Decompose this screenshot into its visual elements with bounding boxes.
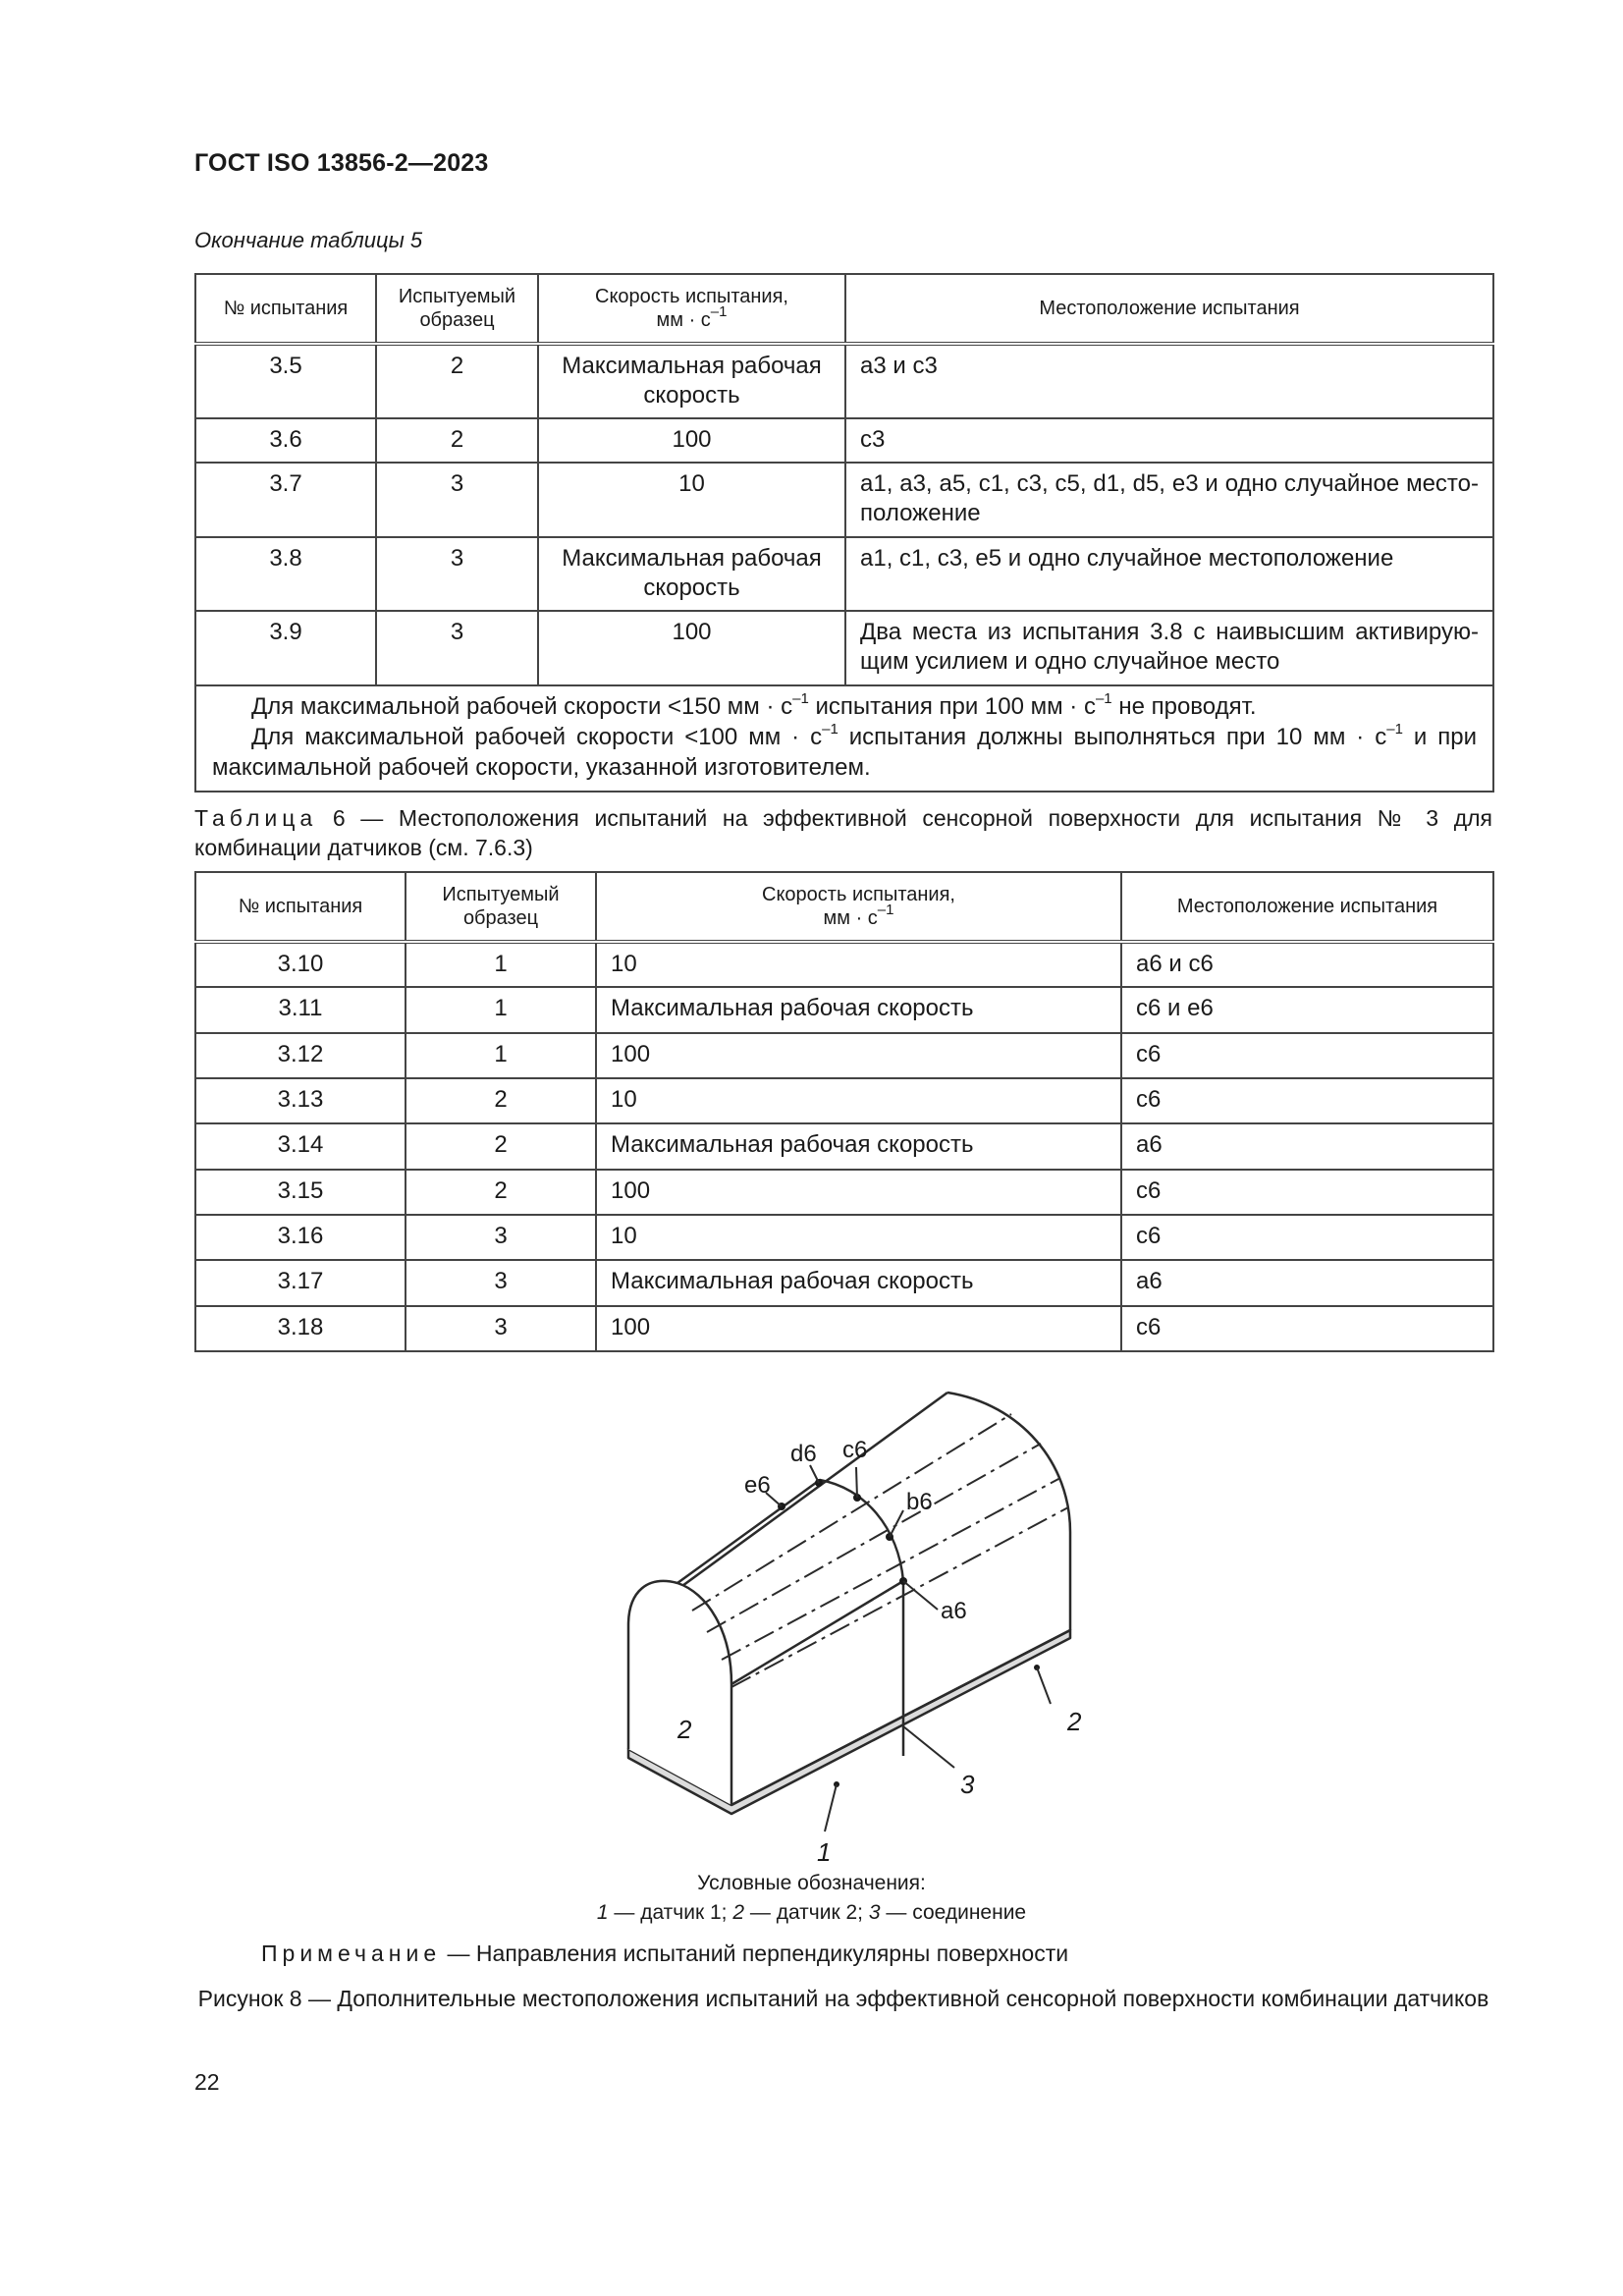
- header-test-number: № испытания: [195, 872, 406, 942]
- header-sample: Испытуемый образец: [376, 274, 538, 344]
- cell-speed: Максимальная рабочая скорость: [596, 1260, 1121, 1306]
- table-header-row: [195, 872, 1493, 942]
- cell-test-number: 3.10: [195, 942, 406, 987]
- label-b6: b6: [906, 1489, 933, 1515]
- cell-location: c6: [1121, 1033, 1493, 1078]
- cell-speed: 100: [538, 418, 845, 463]
- cell-location: c6 и e6: [1121, 987, 1493, 1033]
- cell-sample: 2: [376, 418, 538, 463]
- document-code: ГОСТ ISO 13856-2—2023: [194, 149, 489, 177]
- table-6: [194, 871, 1494, 1352]
- front-top-edge: [731, 1581, 903, 1684]
- sensor-combination-figure: [609, 1380, 1100, 1867]
- table-row: [195, 987, 1493, 1033]
- cell-location: c6: [1121, 1078, 1493, 1123]
- cell-sample: 3: [406, 1306, 596, 1351]
- cell-location: a6 и c6: [1121, 942, 1493, 987]
- front-arch-edge: [677, 1480, 903, 1583]
- cell-speed: 10: [596, 1078, 1121, 1123]
- cell-sample: 3: [376, 611, 538, 685]
- cell-test-number: 3.5: [195, 344, 376, 418]
- cell-speed: 10: [596, 1215, 1121, 1260]
- table-continuation-label: Окончание таблицы 5: [194, 228, 423, 252]
- front-end-face: [628, 1581, 731, 1805]
- cell-sample: 1: [406, 987, 596, 1033]
- cell-speed: 100: [596, 1033, 1121, 1078]
- cell-sample: 1: [406, 942, 596, 987]
- leader-c6: [856, 1467, 857, 1498]
- cell-location: a6: [1121, 1260, 1493, 1306]
- cell-location: c6: [1121, 1215, 1493, 1260]
- cell-location: a6: [1121, 1123, 1493, 1170]
- cell-test-number: 3.12: [195, 1033, 406, 1078]
- label-e6: e6: [744, 1472, 771, 1499]
- cell-test-number: 3.17: [195, 1260, 406, 1306]
- cell-test-number: 3.8: [195, 537, 376, 611]
- cell-sample: 2: [406, 1170, 596, 1215]
- cell-sample: 3: [376, 537, 538, 611]
- cell-test-number: 3.13: [195, 1078, 406, 1123]
- table-header-row: [195, 274, 1493, 344]
- header-location: Местоположение испытания: [1121, 872, 1493, 942]
- header-sample: Испытуемый образец: [406, 872, 596, 942]
- cell-test-number: 3.16: [195, 1215, 406, 1260]
- leader-b6: [890, 1510, 903, 1537]
- cell-location: a1, a3, a5, c1, c3, c5, d1, d5, e3 и одно случайное место-положение: [845, 463, 1493, 537]
- side-bottom-edge: [731, 1630, 1070, 1805]
- cell-speed: Максимальная рабочая скорость: [538, 537, 845, 611]
- table-row: [195, 1260, 1493, 1306]
- cell-test-number: 3.11: [195, 987, 406, 1033]
- table-row: [195, 344, 1493, 418]
- cell-sample: 1: [406, 1033, 596, 1078]
- cell-speed: 100: [596, 1306, 1121, 1351]
- leader-2-right: [1037, 1667, 1051, 1704]
- header-speed: Скорость испытания, мм · $с^{-1}$: [596, 872, 1121, 942]
- cell-sample: 2: [406, 1123, 596, 1170]
- table-row: [195, 463, 1493, 537]
- cell-location: c6: [1121, 1306, 1493, 1351]
- table-footnote: Для максимальной рабочей скорости <150 мм · $с^{-1}$ испытания при 100 мм · $с^{-1}$ не проводят. Для максимальной рабочей скорости <100 мм · $с^{-1}$ испытания должны выполняться при 10 мм · $с^{-1}$ и при максимальной рабочей скорости, указанной изготовителем.: [195, 685, 1493, 792]
- table-footnote-row: [195, 685, 1493, 792]
- header-test-number: № испытания: [195, 274, 376, 344]
- label-joint-3: 3: [960, 1770, 975, 1799]
- cell-test-number: 3.14: [195, 1123, 406, 1170]
- leader-d6: [810, 1465, 819, 1483]
- test-line-c: [722, 1478, 1060, 1660]
- cell-sample: 3: [406, 1215, 596, 1260]
- table-row: [195, 611, 1493, 685]
- table-row: [195, 1123, 1493, 1170]
- label-sensor-2-right: 2: [1067, 1707, 1082, 1736]
- label-sensor-2-left: 2: [677, 1715, 692, 1744]
- cell-location: a1, c1, c3, e5 и одно случайное местоположение: [845, 537, 1493, 611]
- cell-speed: 100: [596, 1170, 1121, 1215]
- legend-title: Условные обозначения:: [697, 1872, 926, 1894]
- cell-test-number: 3.18: [195, 1306, 406, 1351]
- header-speed: Скорость испытания, мм · $с^{-1}$: [538, 274, 845, 344]
- label-d6: d6: [790, 1441, 817, 1467]
- back-arch: [947, 1393, 1070, 1630]
- cell-sample: 2: [376, 344, 538, 418]
- cell-location: c3: [845, 418, 1493, 463]
- cell-speed: Максимальная рабочая скорость: [596, 1123, 1121, 1170]
- table-row: [195, 1033, 1493, 1078]
- cell-sample: 3: [406, 1260, 596, 1306]
- cell-speed: Максимальная рабочая скорость: [596, 987, 1121, 1033]
- header-location: Местоположение испытания: [845, 274, 1493, 344]
- table-row: [195, 1170, 1493, 1215]
- leader-3: [903, 1726, 954, 1768]
- cell-speed: Максимальная рабочая скорость: [538, 344, 845, 418]
- label-c6: c6: [842, 1437, 868, 1463]
- figure-note: Примечание — Направления испытаний перпендикулярны поверхности: [261, 1941, 1069, 1966]
- cell-speed: 10: [596, 942, 1121, 987]
- table-row: [195, 942, 1493, 987]
- table-row: [195, 1215, 1493, 1260]
- cell-speed: 10: [538, 463, 845, 537]
- table-row: [195, 1078, 1493, 1123]
- table-row: [195, 1306, 1493, 1351]
- cell-speed: 100: [538, 611, 845, 685]
- cell-test-number: 3.7: [195, 463, 376, 537]
- table-row: [195, 537, 1493, 611]
- cell-location: Два места из испытания 3.8 с наивысшим активирую-щим усилием и одно случайное место: [845, 611, 1493, 685]
- cell-location: a3 и c3: [845, 344, 1493, 418]
- label-sensor-1: 1: [817, 1837, 832, 1867]
- figure-caption: Рисунок 8 — Дополнительные местоположения испытаний на эффективной сенсорной поверхности комбинации датчиков: [197, 1986, 1489, 2011]
- label-a6: a6: [941, 1598, 967, 1624]
- table-row: [195, 418, 1493, 463]
- cell-location: c6: [1121, 1170, 1493, 1215]
- leader-1: [825, 1784, 837, 1831]
- cell-test-number: 3.15: [195, 1170, 406, 1215]
- table-6-caption: Таблица 6 — Местоположения испытаний на эффективной сенсорной поверхности для испытания № 3 для комбинации датчиков (см. 7.6.3): [194, 805, 1492, 860]
- table-5: [194, 273, 1494, 793]
- cell-test-number: 3.6: [195, 418, 376, 463]
- cell-test-number: 3.9: [195, 611, 376, 685]
- cell-sample: 3: [376, 463, 538, 537]
- legend-items: 1 — датчик 1; 2 — датчик 2; 3 — соединение: [596, 1901, 1027, 1924]
- page-number: 22: [194, 2069, 220, 2095]
- cell-sample: 2: [406, 1078, 596, 1123]
